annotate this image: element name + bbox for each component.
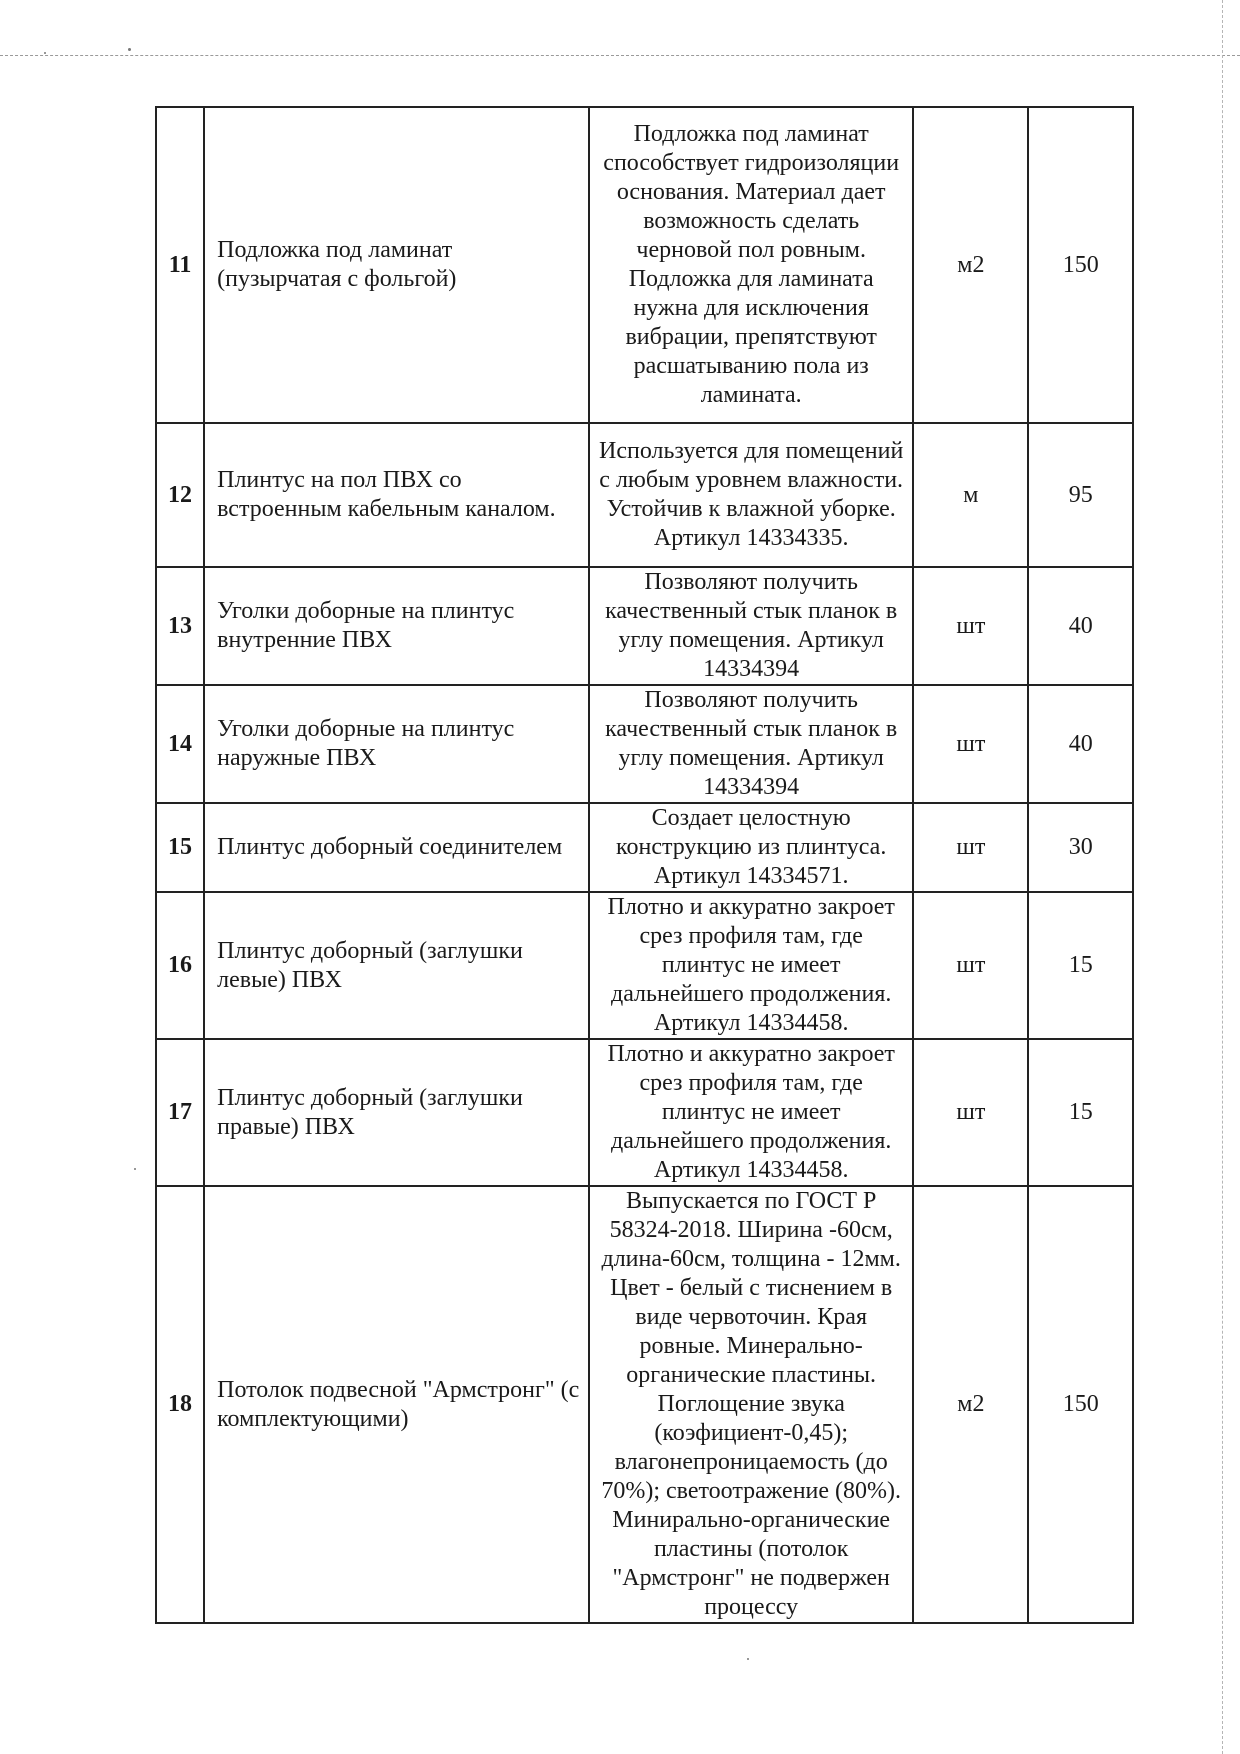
item-description: Подложка под ламинат способствует гидроизоляции основания. Материал дает возможность сделать черновой пол ровным. Подложка для ламината нужна для исключения вибрации, препятствуют расшатыванию пола из ламината. [589,107,913,423]
row-number: 15 [156,803,204,892]
item-description: Выпускается по ГОСТ Р 58324-2018. Ширина -60см, длина-60см, толщина - 12мм. Цвет - белый с тиснением в виде червоточин. Края ровные. Минерально-органические пластины. Поглощение звука (коэфициент-0,45); влагонепроницаемость (до 70%); светоотражение (80%). Минирально-органические пластины (потолок "Армстронг" не подвержен процессу [589,1186,913,1623]
item-description: Позволяют получить качественный стык планок в углу помещения. Артикул 14334394 [589,567,913,685]
row-number: 17 [156,1039,204,1186]
specification-table [155,106,1134,1624]
item-unit: шт [913,803,1028,892]
scan-speck [128,48,131,51]
scan-speck [44,52,46,54]
item-unit: шт [913,892,1028,1039]
item-unit: м [913,423,1028,567]
table-row [156,107,1133,423]
row-number: 13 [156,567,204,685]
row-number: 14 [156,685,204,803]
table-row [156,685,1133,803]
item-unit: м2 [913,1186,1028,1623]
table-row [156,423,1133,567]
item-quantity: 30 [1028,803,1133,892]
item-name: Уголки доборные на плинтус внутренние ПВХ [204,567,589,685]
item-quantity: 15 [1028,892,1133,1039]
item-unit: м2 [913,107,1028,423]
item-name: Плинтус на пол ПВХ со встроенным кабельным каналом. [204,423,589,567]
item-name: Плинтус доборный (заглушки правые) ПВХ [204,1039,589,1186]
item-description: Плотно и аккуратно закроет срез профиля там, где плинтус не имеет дальнейшего продолжения. Артикул 14334458. [589,1039,913,1186]
table-row [156,892,1133,1039]
item-quantity: 150 [1028,1186,1133,1623]
item-unit: шт [913,567,1028,685]
scan-speck [747,1658,749,1660]
item-name: Подложка под ламинат (пузырчатая с фольгой) [204,107,589,423]
item-description: Используется для помещений с любым уровнем влажности. Устойчив к влажной уборке. Артикул 14334335. [589,423,913,567]
scan-edge-line-right [1222,0,1223,1754]
table-row [156,1039,1133,1186]
item-name: Потолок подвесной "Армстронг" (с комплектующими) [204,1186,589,1623]
row-number: 16 [156,892,204,1039]
scan-edge-line-top [0,55,1240,56]
item-name: Плинтус доборный (заглушки левые) ПВХ [204,892,589,1039]
item-description: Создает целостную конструкцию из плинтуса. Артикул 14334571. [589,803,913,892]
item-name: Плинтус доборный соединителем [204,803,589,892]
item-quantity: 150 [1028,107,1133,423]
item-unit: шт [913,1039,1028,1186]
item-quantity: 40 [1028,685,1133,803]
item-description: Плотно и аккуратно закроет срез профиля там, где плинтус не имеет дальнейшего продолжения. Артикул 14334458. [589,892,913,1039]
item-description: Позволяют получить качественный стык планок в углу помещения. Артикул 14334394 [589,685,913,803]
item-quantity: 40 [1028,567,1133,685]
row-number: 12 [156,423,204,567]
item-unit: шт [913,685,1028,803]
row-number: 18 [156,1186,204,1623]
table-row [156,567,1133,685]
row-number: 11 [156,107,204,423]
item-quantity: 15 [1028,1039,1133,1186]
item-name: Уголки доборные на плинтус наружные ПВХ [204,685,589,803]
scan-speck [134,1168,136,1170]
table-row [156,803,1133,892]
item-quantity: 95 [1028,423,1133,567]
table-row [156,1186,1133,1623]
